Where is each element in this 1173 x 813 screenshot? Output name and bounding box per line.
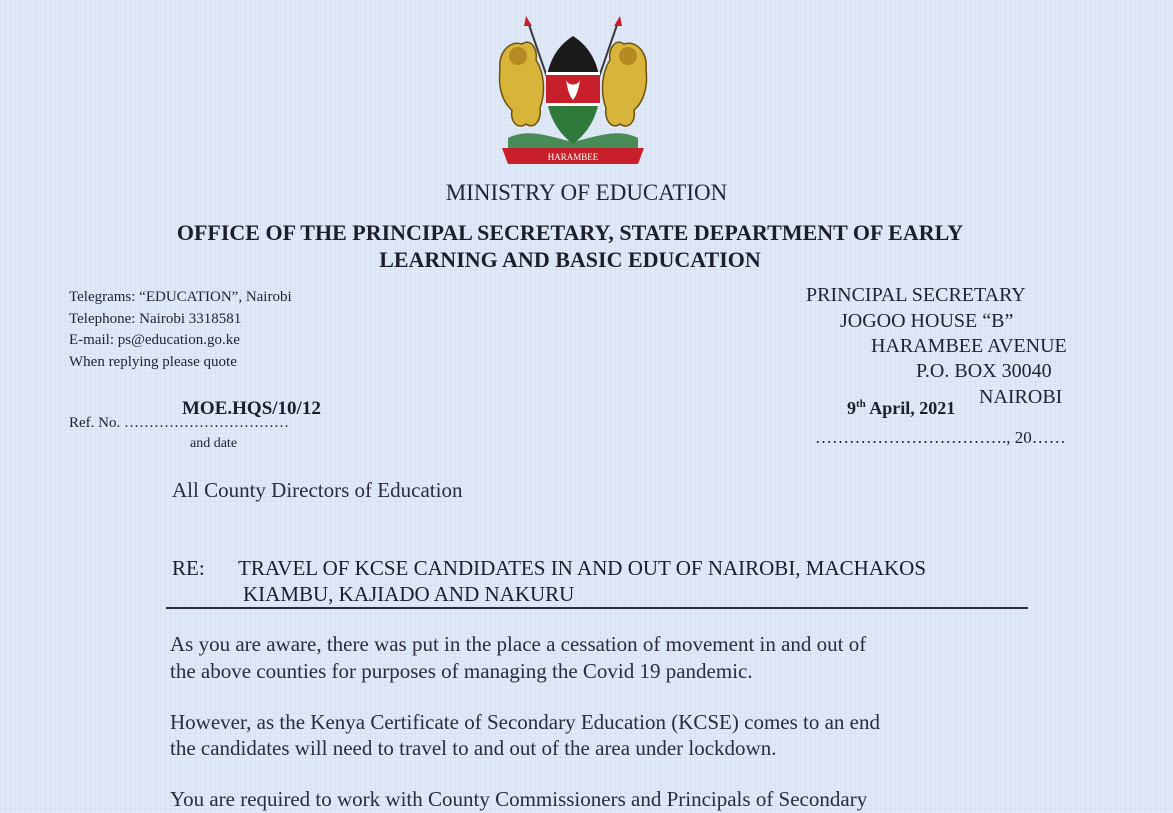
office-title [60,219,1080,273]
paragraph2-line2: the candidates will need to travel to and out of the area under lockdown. [170,736,777,760]
reference-number: MOE.HQS/10/12 [182,398,321,419]
letter-date [847,398,955,419]
reference-label: Ref. No. …………………………… [69,415,289,431]
kenya-coat-of-arms-icon [488,12,658,172]
date-day: 9 [847,398,856,418]
subject-underline [166,607,1028,609]
date-rest: April, 2021 [865,398,956,418]
address-line4: P.O. BOX 30040 [916,360,1052,382]
subject-line2: KIAMBU, KAJIADO AND NAKURU [243,582,575,606]
paragraph1-line1: As you are aware, there was put in the place a cessation of movement in and out of [170,632,867,656]
telegrams: Telegrams: “EDUCATION”, Nairobi [69,289,292,305]
paragraph3-line1: You are required to work with County Commissioners and Principals of Secondary [170,787,868,811]
email: E-mail: ps@education.go.ke [69,332,240,348]
address-line2: JOGOO HOUSE “B” [840,310,1014,332]
crest-motto: HARAMBEE [547,152,599,162]
reply-note: When replying please quote [69,354,237,370]
paragraph1-line2: the above counties for purposes of managing the Covid 19 pandemic. [170,659,753,683]
telephone: Telephone: Nairobi 3318581 [69,311,242,327]
office-title-line1: OFFICE OF THE PRINCIPAL SECRETARY, STATE DEPARTMENT OF EARLY [176,220,964,245]
date-blank: ……………………………., 20…… [815,428,1066,447]
address-line5: NAIROBI [979,386,1063,408]
date-suffix: th [856,398,866,410]
paragraph2-line1: However, as the Kenya Certificate of Secondary Education (KCSE) comes to an end [170,710,881,734]
subject-line1: TRAVEL OF KCSE CANDIDATES IN AND OUT OF NAIROBI, MACHAKOS [238,556,926,580]
addressee: All County Directors of Education [172,478,463,502]
re-label: RE: [172,556,205,580]
address-line1: PRINCIPAL SECRETARY [806,284,1026,306]
and-date-label: and date [190,436,238,451]
address-line3: HARAMBEE AVENUE [871,335,1067,357]
ministry-title: MINISTRY OF EDUCATION [445,180,728,205]
office-title-line2: LEARNING AND BASIC EDUCATION [379,247,761,272]
